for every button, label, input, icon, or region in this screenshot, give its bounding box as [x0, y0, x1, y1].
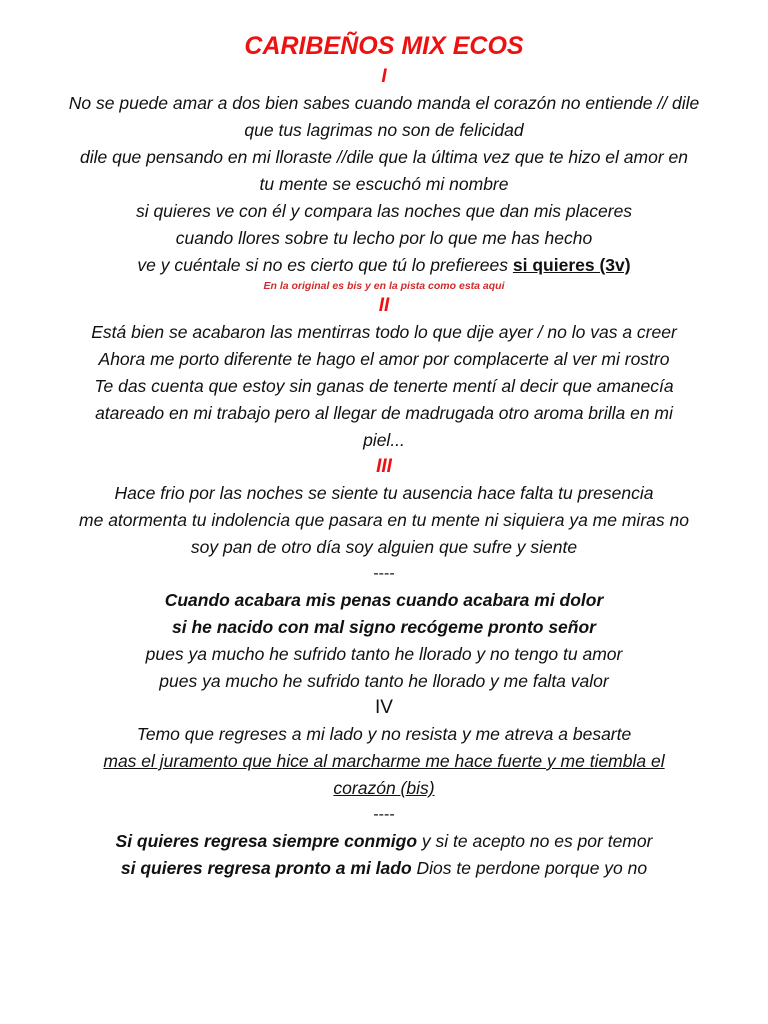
lyric-line: Ahora me porto diferente te hago el amor por complacerte al ver mi rostro	[98, 349, 670, 369]
lyric-line: Te das cuenta que estoy sin ganas de tenerte mentí al decir que amanecía	[94, 376, 674, 396]
section-2-label: II	[378, 295, 390, 316]
lyric-line: que tus lagrimas no son de felicidad	[244, 120, 524, 140]
page-title: CARIBEÑOS MIX ECOS	[244, 32, 524, 60]
underlined-line: mas el juramento que hice al marcharme me hace fuerte y me tiembla el	[103, 751, 665, 771]
lyric-line: Está bien se acabaron las mentirras todo lo que dije ayer / no lo vas a creer	[91, 322, 677, 342]
separator: ----	[373, 806, 395, 823]
lyric-line: dile que pensando en mi lloraste //dile que la última vez que te hizo el amor en	[79, 147, 688, 167]
lyric-line: me atormenta tu indolencia que pasara en tu mente ni siquiera ya me miras no	[79, 510, 689, 530]
lyric-line: cuando llores sobre tu lecho por lo que me has hecho	[175, 228, 593, 248]
repeat-marker: si quieres (3v)	[512, 255, 631, 275]
lyric-line: No se puede amar a dos bien sabes cuando manda el corazón no entiende // dile	[68, 93, 700, 113]
underlined-line: corazón (bis)	[333, 778, 435, 798]
section-3-label: III	[376, 456, 392, 477]
lyric-line	[40, 252, 728, 279]
chorus-bold-text: Si quieres regresa siempre conmigo	[115, 831, 418, 851]
section-1-label: I	[381, 66, 387, 87]
chorus-rest-text: y si te acepto no es por temor	[417, 831, 653, 851]
lyric-line: piel...	[363, 430, 405, 450]
chorus-line: Cuando acabara mis penas cuando acabara mi dolor	[164, 590, 604, 610]
chorus-bold-text: si quieres regresa pronto a mi lado	[120, 858, 412, 878]
lyric-line: tu mente se escuchó mi nombre	[259, 174, 509, 194]
chorus-rest-text: Dios te perdone porque yo no	[411, 858, 648, 878]
performance-note: En la original es bis y en la pista como esta aqui	[263, 280, 505, 292]
lyric-line: atareado en mi trabajo pero al llegar de madrugada otro aroma brilla en mi	[95, 403, 673, 423]
lyric-line: pues ya mucho he sufrido tanto he llorado y no tengo tu amor	[145, 644, 623, 664]
chorus-line: si he nacido con mal signo recógeme pronto señor	[172, 617, 596, 637]
section-4-label: IV	[375, 697, 393, 718]
lyric-line: Hace frio por las noches se siente tu ausencia hace falta tu presencia	[114, 483, 654, 503]
separator: ----	[373, 565, 395, 582]
lyric-line: Temo que regreses a mi lado y no resista y me atreva a besarte	[136, 724, 632, 744]
lyric-line: soy pan de otro día soy alguien que sufre y siente	[190, 537, 578, 557]
lyric-line: pues ya mucho he sufrido tanto he llorado y me falta valor	[159, 671, 609, 691]
chorus-line	[40, 828, 728, 855]
lyric-line: si quieres ve con él y compara las noches que dan mis placeres	[135, 201, 633, 221]
chorus-line	[40, 855, 728, 882]
lyric-text: ve y cuéntale si no es cierto que tú lo prefierees	[137, 255, 513, 275]
